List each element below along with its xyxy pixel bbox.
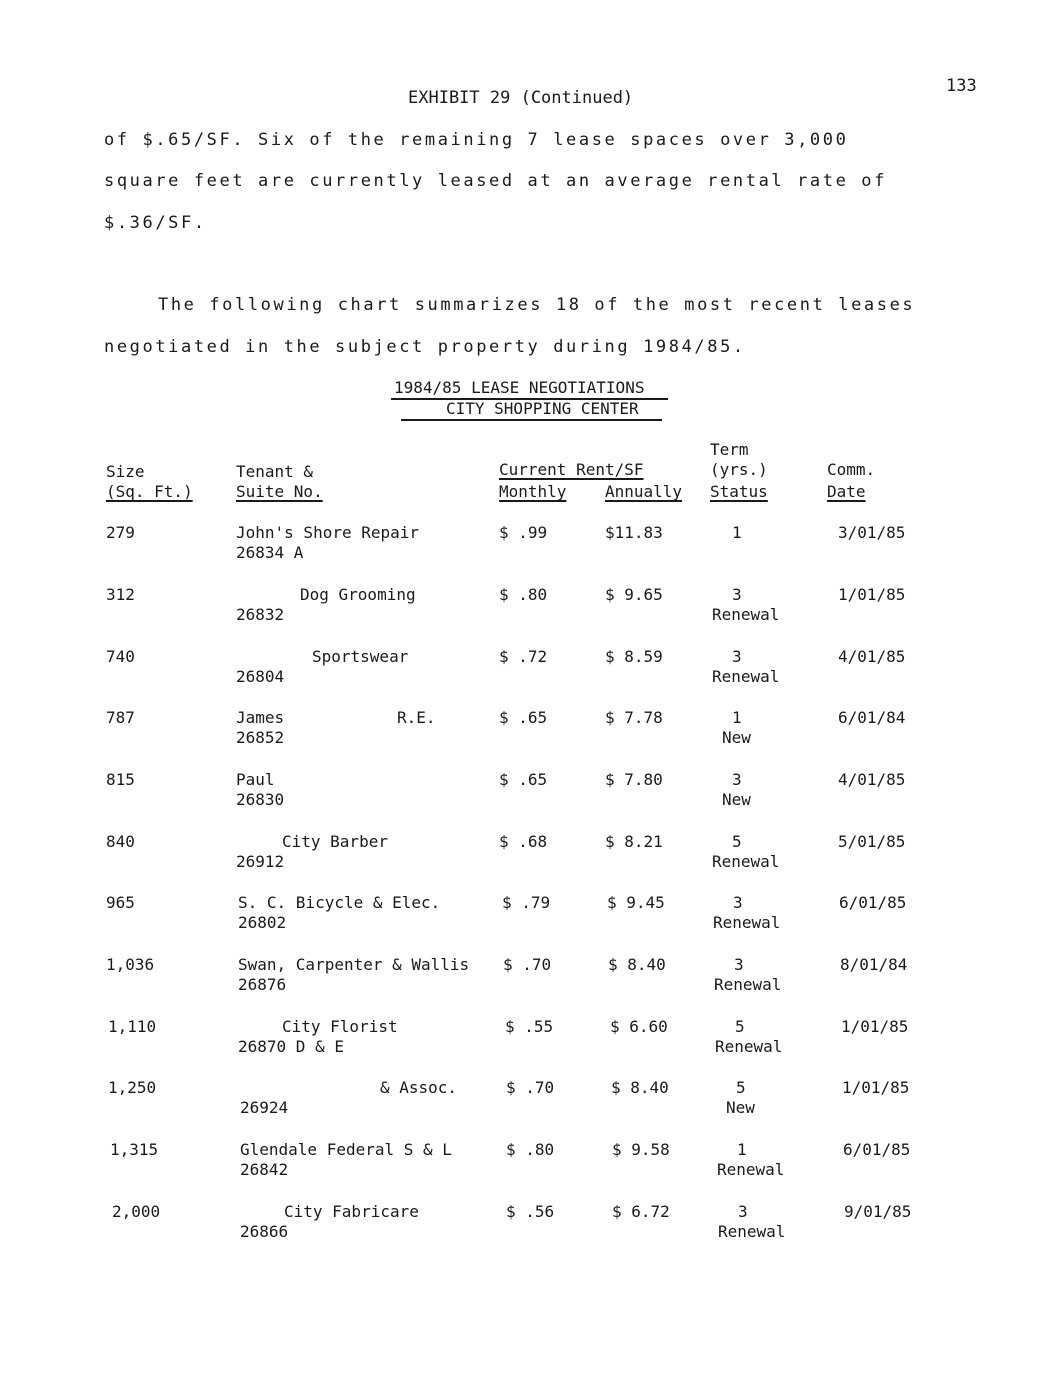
cell-tenant: S. C. Bicycle & Elec. [238, 893, 441, 912]
cell-suite: 26802 [238, 913, 287, 932]
cell-term: 3 [732, 647, 742, 666]
cell-annually: $ 8.21 [605, 832, 663, 851]
cell-date: 1/01/85 [838, 585, 906, 604]
cell-suite: 26924 [240, 1098, 289, 1117]
cell-annually: $ 9.45 [607, 893, 665, 912]
summary-line-2: negotiated in the subject property during 1984/85. [104, 337, 746, 357]
cell-tenant: Sportswear [312, 647, 409, 666]
cell-size: 1,110 [108, 1017, 157, 1036]
cell-size: 787 [106, 708, 135, 727]
table-title-line-1: 1984/85 LEASE NEGOTIATIONS [394, 378, 645, 397]
cell-tenant: City Fabricare [284, 1202, 419, 1221]
cell-tenant: Swan, Carpenter & Wallis [238, 955, 470, 974]
header-monthly: Monthly [499, 482, 567, 501]
cell-size: 740 [106, 647, 135, 666]
cell-monthly: $ .56 [506, 1202, 555, 1221]
cell-date: 4/01/85 [838, 647, 906, 666]
cell-date: 6/01/84 [838, 708, 906, 727]
cell-monthly: $ .80 [506, 1140, 555, 1159]
cell-suite: 26830 [236, 790, 285, 809]
cell-size: 1,250 [108, 1078, 157, 1097]
cell-suite: 26834 A [236, 543, 304, 562]
cell-annually: $ 8.40 [611, 1078, 669, 1097]
header-current-rent: Current Rent/SF [499, 460, 644, 479]
cell-date: 9/01/85 [844, 1202, 912, 1221]
cell-suite: 26842 [240, 1160, 289, 1179]
cell-date: 5/01/85 [838, 832, 906, 851]
cell-size: 312 [106, 585, 135, 604]
cell-date: 1/01/85 [842, 1078, 910, 1097]
cell-tenant: & Assoc. [380, 1078, 458, 1097]
intro-line-3: $.36/SF. [104, 213, 207, 233]
cell-term: 3 [732, 770, 742, 789]
cell-monthly: $ .68 [499, 832, 548, 851]
title-rule-2 [401, 419, 662, 421]
header-comm: Comm. [827, 460, 876, 479]
cell-suite: 26852 [236, 728, 285, 747]
cell-status: Renewal [718, 1222, 786, 1241]
header-status: Status [710, 482, 768, 501]
cell-tenant: City Barber [282, 832, 388, 851]
cell-size: 1,315 [110, 1140, 159, 1159]
cell-size: 965 [106, 893, 135, 912]
cell-date: 6/01/85 [839, 893, 907, 912]
intro-line-2: square feet are currently leased at an average rental rate of [104, 171, 887, 191]
header-suite: Suite No. [236, 482, 323, 501]
cell-suite: 26866 [240, 1222, 289, 1241]
cell-tenant: Glendale Federal S & L [240, 1140, 452, 1159]
cell-status: Renewal [712, 852, 780, 871]
cell-term: 3 [734, 955, 744, 974]
header-size: Size [106, 462, 145, 481]
cell-annually: $ 6.72 [612, 1202, 670, 1221]
cell-monthly: $ .80 [499, 585, 548, 604]
header-term: Term [710, 440, 749, 459]
cell-tenant-extra: R.E. [397, 708, 436, 727]
cell-term: 5 [735, 1017, 745, 1036]
cell-size: 815 [106, 770, 135, 789]
page-number: 133 [946, 76, 977, 96]
cell-tenant: Dog Grooming [300, 585, 416, 604]
cell-date: 6/01/85 [843, 1140, 911, 1159]
cell-annually: $ 7.80 [605, 770, 663, 789]
cell-suite: 26832 [236, 605, 285, 624]
header-comm-date: Date [827, 482, 866, 501]
cell-date: 8/01/84 [840, 955, 908, 974]
cell-tenant: Paul [236, 770, 275, 789]
cell-date: 3/01/85 [838, 523, 906, 542]
cell-monthly: $ .55 [505, 1017, 554, 1036]
cell-tenant: James [236, 708, 285, 727]
cell-tenant: John's Shore Repair [236, 523, 420, 542]
cell-annually: $ 8.40 [608, 955, 666, 974]
cell-monthly: $ .70 [503, 955, 552, 974]
cell-annually: $ 6.60 [610, 1017, 668, 1036]
cell-status: Renewal [714, 975, 782, 994]
intro-line-1: of $.65/SF. Six of the remaining 7 lease spaces over 3,000 [104, 130, 849, 150]
cell-status: Renewal [712, 667, 780, 686]
header-annually: Annually [605, 482, 683, 501]
cell-term: 1 [732, 523, 742, 542]
cell-monthly: $ .70 [506, 1078, 555, 1097]
cell-size: 279 [106, 523, 135, 542]
cell-monthly: $ .72 [499, 647, 548, 666]
header-tenant: Tenant & [236, 462, 314, 481]
cell-term: 5 [732, 832, 742, 851]
cell-suite: 26870 D & E [238, 1037, 344, 1056]
cell-term: 3 [732, 585, 742, 604]
cell-annually: $ 9.65 [605, 585, 663, 604]
cell-status: New [722, 728, 751, 747]
cell-size: 840 [106, 832, 135, 851]
cell-term: 5 [736, 1078, 746, 1097]
cell-size: 1,036 [106, 955, 155, 974]
cell-annually: $ 9.58 [612, 1140, 670, 1159]
cell-monthly: $ .65 [499, 770, 548, 789]
cell-status: Renewal [713, 913, 781, 932]
cell-term: 1 [737, 1140, 747, 1159]
cell-date: 1/01/85 [841, 1017, 909, 1036]
table-title-line-2: CITY SHOPPING CENTER [446, 399, 639, 418]
cell-date: 4/01/85 [838, 770, 906, 789]
header-size-unit: (Sq. Ft.) [106, 482, 193, 501]
cell-status: New [722, 790, 751, 809]
cell-monthly: $ .99 [499, 523, 548, 542]
cell-term: 3 [738, 1202, 748, 1221]
cell-status: Renewal [712, 605, 780, 624]
cell-monthly: $ .79 [502, 893, 551, 912]
cell-monthly: $ .65 [499, 708, 548, 727]
exhibit-title: EXHIBIT 29 (Continued) [408, 88, 634, 108]
header-term-years: (yrs.) [710, 460, 768, 479]
cell-annually: $ 7.78 [605, 708, 663, 727]
cell-status: New [726, 1098, 755, 1117]
cell-term: 1 [732, 708, 742, 727]
cell-tenant: City Florist [282, 1017, 398, 1036]
cell-suite: 26876 [238, 975, 287, 994]
cell-annually: $11.83 [605, 523, 663, 542]
cell-annually: $ 8.59 [605, 647, 663, 666]
cell-status: Renewal [717, 1160, 785, 1179]
cell-suite: 26912 [236, 852, 285, 871]
cell-suite: 26804 [236, 667, 285, 686]
cell-size: 2,000 [112, 1202, 161, 1221]
cell-term: 3 [733, 893, 743, 912]
cell-status: Renewal [715, 1037, 783, 1056]
summary-line-1: The following chart summarizes 18 of the most recent leases [158, 295, 916, 315]
